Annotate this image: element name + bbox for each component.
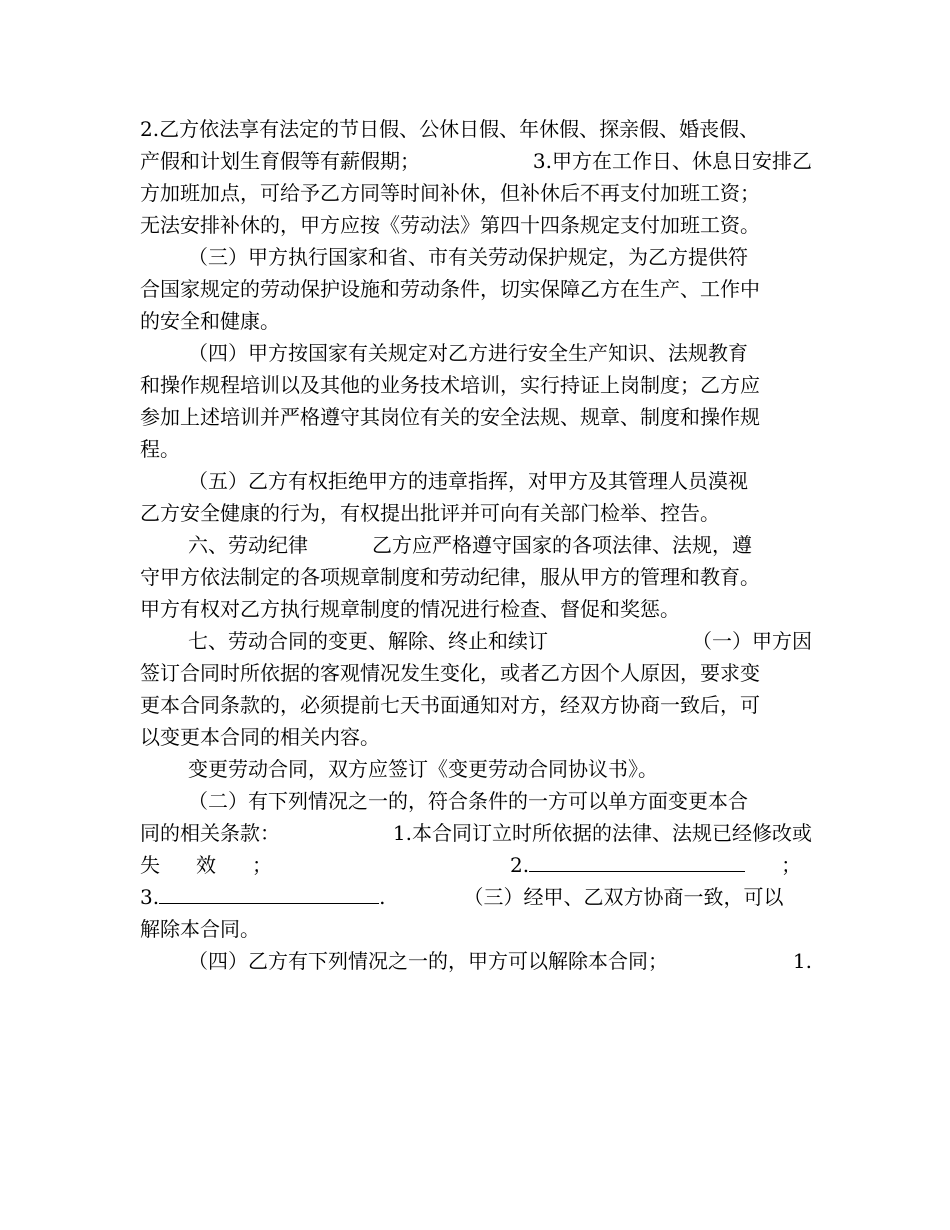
text-segment: 3.甲方在工作日、休息日安排乙	[532, 149, 812, 173]
text-line	[140, 401, 812, 433]
text-segment: 无法安排补休的，甲方应按《劳动法》第四十四条规定支付加班工资。	[140, 213, 760, 237]
text-segment: 效	[196, 853, 216, 877]
text-segment: 和操作规程培训以及其他的业务技术培训，实行持证上岗制度；乙方应	[140, 373, 760, 397]
text-segment: ；	[252, 853, 272, 877]
text-segment: 更本合同条款的，必须提前七天书面通知对方，经双方协商一致后，可	[140, 693, 760, 717]
text-segment: 守甲方依法制定的各项规章制度和劳动纪律，服从甲方的管理和教育。	[140, 565, 760, 589]
text-line	[140, 945, 812, 977]
text-line	[140, 305, 812, 337]
text-line	[140, 689, 812, 721]
fill-in-blank[interactable]	[529, 849, 745, 872]
text-line	[140, 369, 812, 401]
text-line	[140, 881, 812, 913]
text-segment: 方加班加点，可给予乙方同等时间补休，但补休后不再支付加班工资；	[140, 181, 760, 205]
text-segment: 乙方安全健康的行为，有权提出批评并可向有关部门检举、控告。	[140, 501, 720, 525]
text-segment: 参加上述培训并严格遵守其岗位有关的安全法规、规章、制度和操作规	[140, 405, 760, 429]
text-line	[140, 561, 812, 593]
text-line	[140, 241, 812, 273]
text-line	[140, 209, 812, 241]
text-line	[140, 785, 812, 817]
fill-in-blank[interactable]	[159, 881, 379, 904]
text-line	[140, 817, 812, 849]
text-line	[140, 849, 812, 881]
text-segment: 1.本合同订立时所依据的法律、法规已经修改或	[392, 821, 812, 845]
text-line	[140, 337, 812, 369]
text-segment: （一）甲方因	[692, 629, 812, 653]
text-segment: 程。	[140, 437, 180, 461]
text-line	[140, 657, 812, 689]
text-segment: 失	[140, 853, 160, 877]
text-line	[140, 625, 812, 657]
text-segment: （四）甲方按国家有关规定对乙方进行安全生产知识、法规教育	[188, 341, 748, 365]
text-segment: （二）有下列情况之一的，符合条件的一方可以单方面变更本合	[188, 789, 748, 813]
text-segment: 3.	[140, 885, 160, 909]
section-heading: 七、劳动合同的变更、解除、终止和续订	[188, 629, 548, 653]
text-segment: 2.乙方依法享有法定的节日假、公休日假、年休假、探亲假、婚丧假、	[140, 117, 760, 141]
text-line	[140, 113, 812, 145]
text-line	[140, 145, 812, 177]
text-segment: 2.	[510, 853, 530, 877]
text-segment: 乙方应严格遵守国家的各项法律、法规，遵	[372, 533, 752, 557]
text-segment: 签订合同时所依据的客观情况发生变化，或者乙方因个人原因，要求变	[140, 661, 760, 685]
text-segment: （三）甲方执行国家和省、市有关劳动保护规定，为乙方提供符	[188, 245, 748, 269]
text-segment: 甲方有权对乙方执行规章制度的情况进行检查、督促和奖惩。	[140, 597, 680, 621]
text-line	[140, 273, 812, 305]
text-segment: 的安全和健康。	[140, 309, 280, 333]
text-line	[140, 433, 812, 465]
text-line	[140, 721, 812, 753]
section-heading: 六、劳动纪律	[188, 533, 308, 557]
text-line	[140, 177, 812, 209]
text-line	[140, 753, 812, 785]
text-line	[140, 913, 812, 945]
text-segment: 以变更本合同的相关内容。	[140, 725, 380, 749]
text-segment: （三）经甲、乙双方协商一致，可以	[463, 885, 784, 909]
text-segment: 解除本合同。	[140, 917, 260, 941]
text-segment: 合国家规定的劳动保护设施和劳动条件，切实保障乙方在生产、工作中	[140, 277, 760, 301]
text-segment: ；	[781, 853, 802, 877]
text-segment: 同的相关条款：	[140, 821, 280, 845]
text-segment: .	[379, 885, 386, 909]
text-line	[140, 593, 812, 625]
text-line	[140, 497, 812, 529]
text-segment: 1.	[792, 949, 812, 973]
document-page	[140, 113, 812, 977]
text-segment: （四）乙方有下列情况之一的，甲方可以解除本合同；	[188, 949, 668, 973]
text-segment: 产假和计划生育假等有薪假期；	[140, 149, 420, 173]
text-segment: （五）乙方有权拒绝甲方的违章指挥，对甲方及其管理人员漠视	[188, 469, 748, 493]
text-line	[140, 529, 812, 561]
text-line	[140, 465, 812, 497]
text-segment: 变更劳动合同，双方应签订《变更劳动合同协议书》。	[188, 757, 658, 781]
